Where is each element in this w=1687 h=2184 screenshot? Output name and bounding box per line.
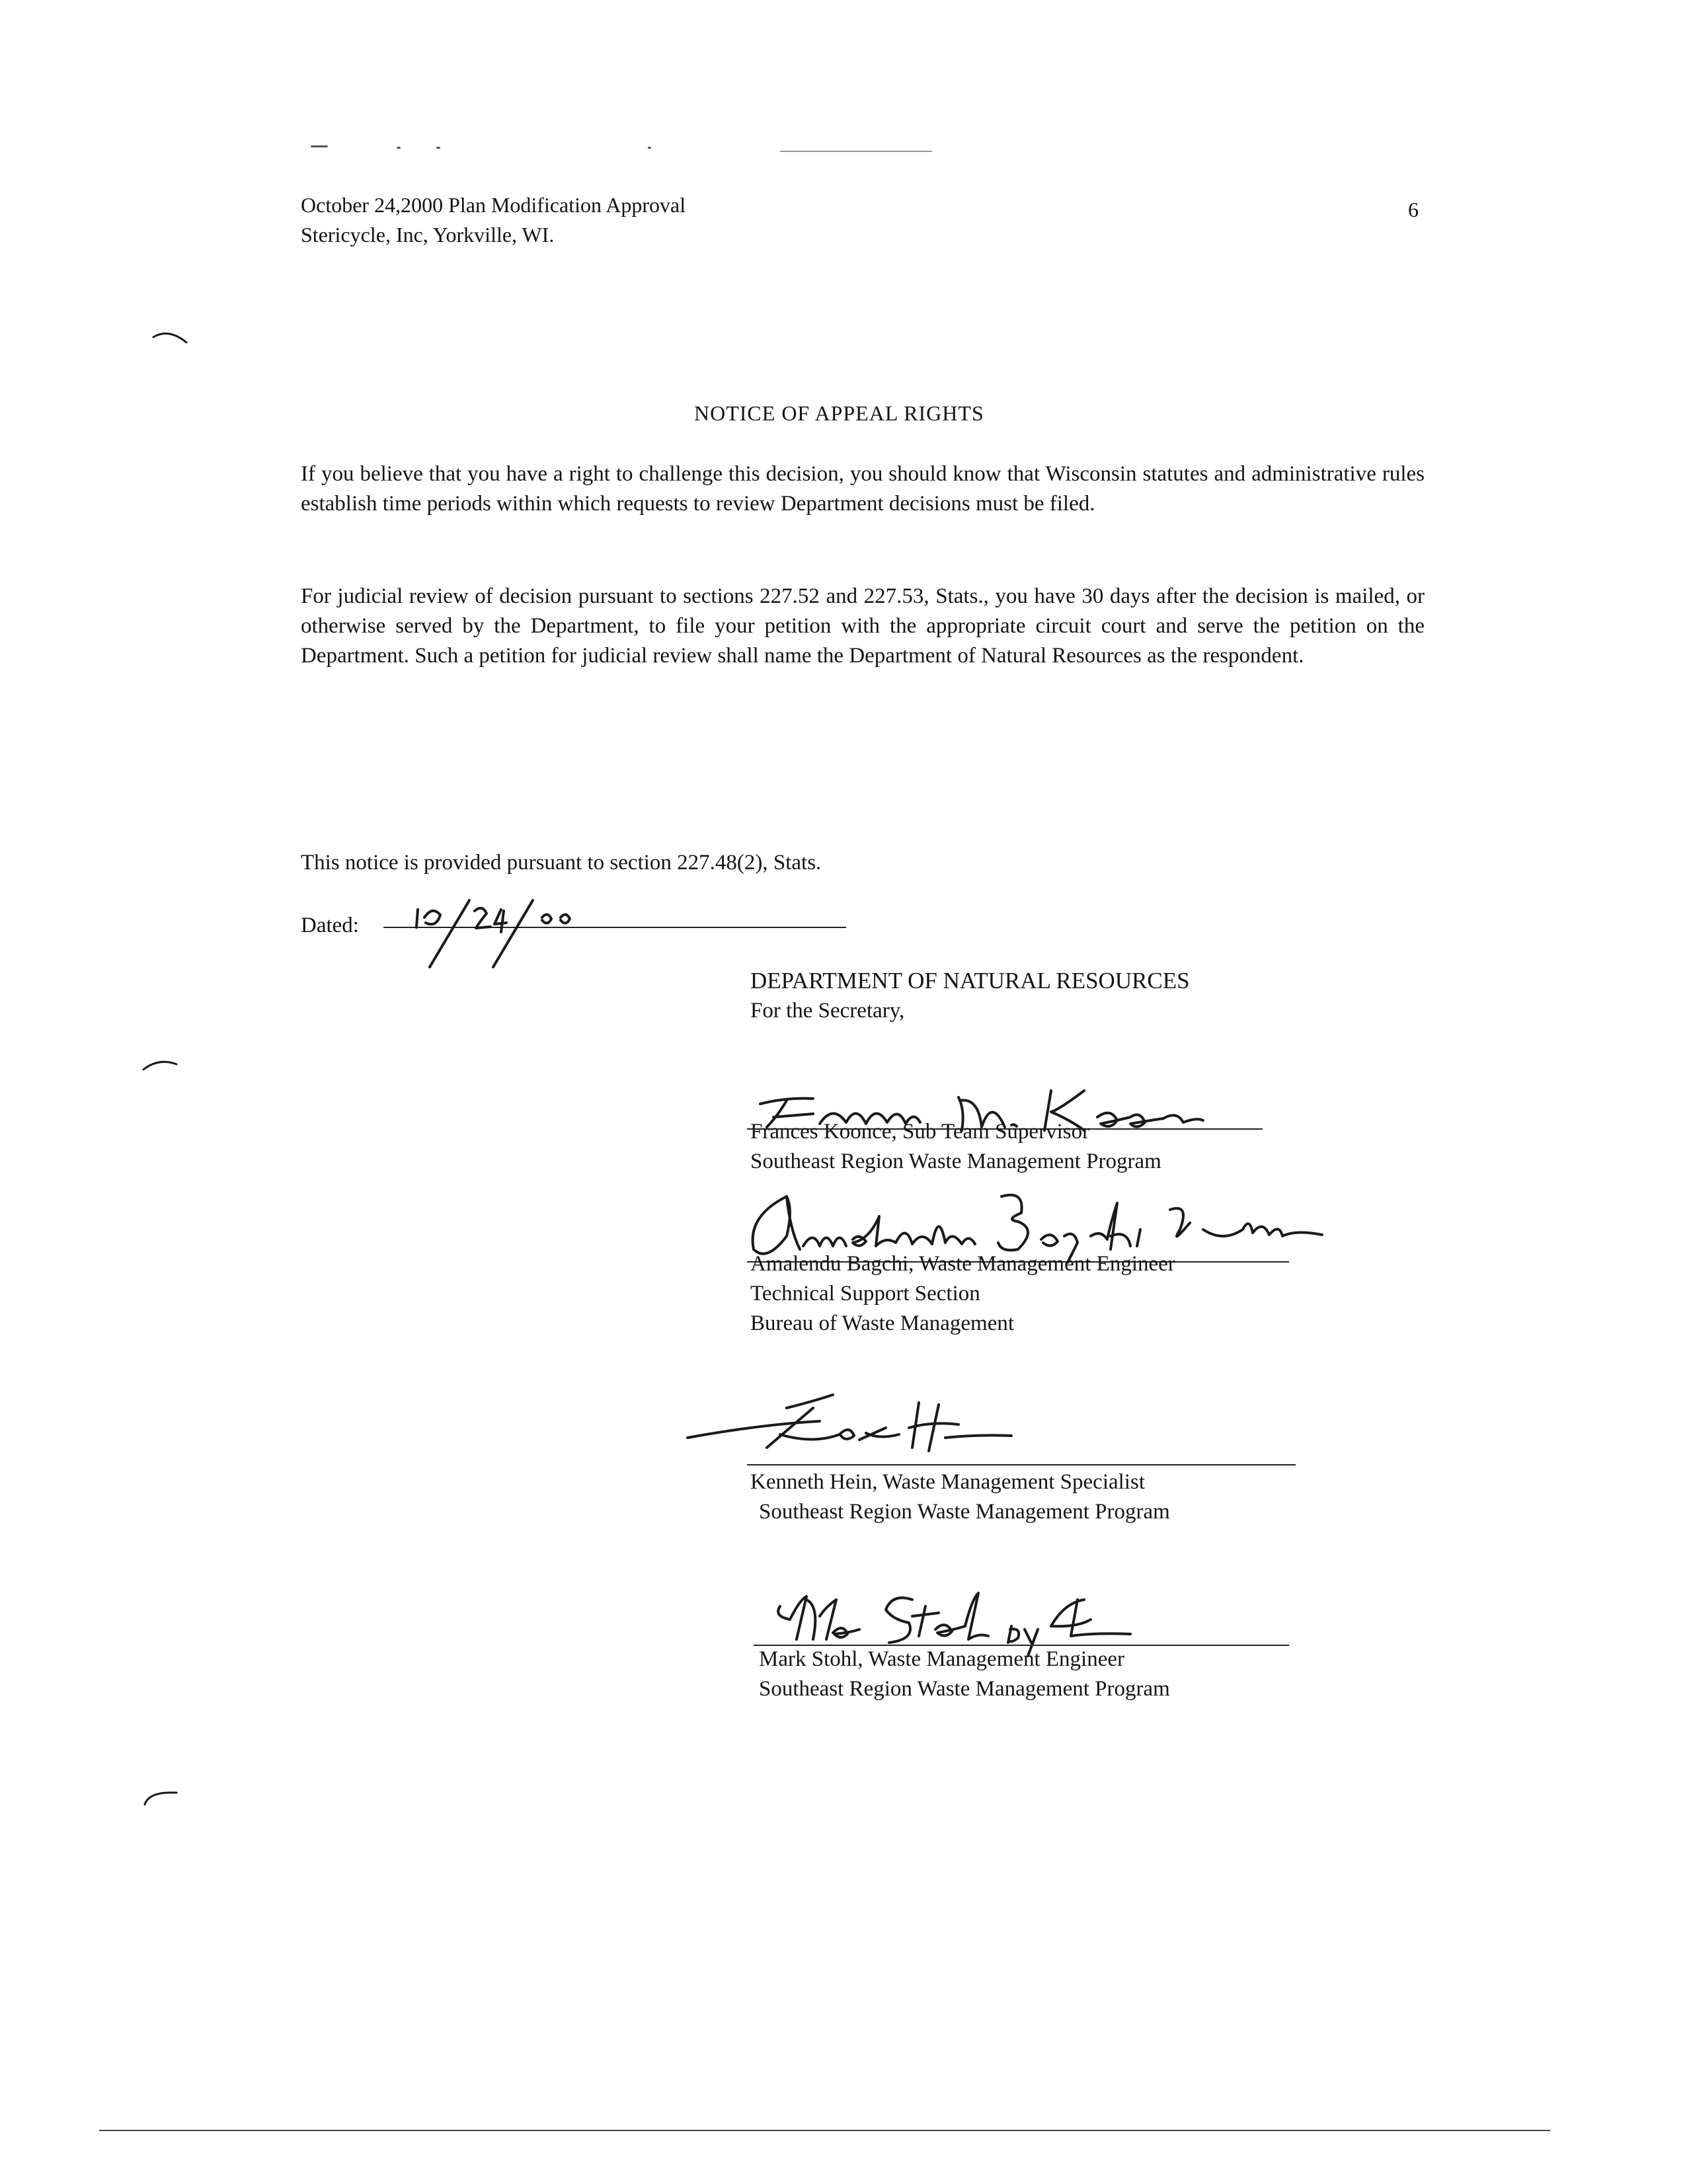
dated-handwriting (377, 891, 575, 970)
header-line-1: October 24,2000 Plan Modification Approval (301, 193, 686, 217)
signatory-4-unit: Southeast Region Waste Management Program (759, 1677, 1170, 1701)
paragraph-challenge-rights: If you believe that you have a right to challenge this decision, you should know that Wisconsin statutes and administrative rules establish time periods within which requests to review Department decisions must be filed. (301, 462, 1425, 516)
scan-speck (780, 151, 932, 152)
signatory-1-name-title: Frances Koonce, Sub Team Supervisor (750, 1120, 1090, 1144)
margin-mark (152, 329, 192, 349)
signature-line-3 (747, 1464, 1296, 1465)
signatory-1-unit: Southeast Region Waste Management Program (750, 1150, 1161, 1173)
signature-kenneth-hein (681, 1388, 1051, 1461)
department-name: DEPARTMENT OF NATURAL RESOURCES (750, 968, 1190, 994)
dated-label: Dated: (301, 914, 359, 937)
signature-mark-stohl (760, 1580, 1263, 1653)
scan-speck (311, 145, 328, 147)
scan-speck (436, 147, 440, 149)
signatory-2-unit-2: Bureau of Waste Management (750, 1311, 1015, 1335)
notice-title: NOTICE OF APPEAL RIGHTS (694, 401, 984, 425)
notice-provided-statement: This notice is provided pursuant to section 227.48(2), Stats. (301, 851, 822, 875)
scan-speck (648, 147, 651, 149)
signatory-2-unit-1: Technical Support Section (750, 1282, 980, 1306)
margin-mark (142, 1058, 182, 1077)
signatory-3-unit: Southeast Region Waste Management Program (759, 1500, 1170, 1524)
for-the-secretary: For the Secretary, (750, 999, 905, 1023)
scan-speck (397, 147, 401, 149)
signatory-2-name-title: Amalendu Bagchi, Waste Management Engineer (750, 1252, 1175, 1276)
bottom-rule (99, 2130, 1550, 2131)
page-number: 6 (1408, 198, 1419, 221)
paragraph-judicial-review: For judicial review of decision pursuant to sections 227.52 and 227.53, Stats., you have 30 days after the decision is mailed, or otherwise served by the Department, to file your petition with the appropriate circuit court and serve the petition on the Department. Such a petition for judicial review shall name the Department of Natural Resources as the respondent. (301, 584, 1425, 668)
signatory-4-name-title: Mark Stohl, Waste Management Engineer (759, 1647, 1125, 1671)
header-line-2: Stericycle, Inc, Yorkville, WI. (301, 223, 555, 247)
margin-mark (142, 1785, 182, 1811)
signatory-3-name-title: Kenneth Hein, Waste Management Specialist (750, 1470, 1145, 1494)
